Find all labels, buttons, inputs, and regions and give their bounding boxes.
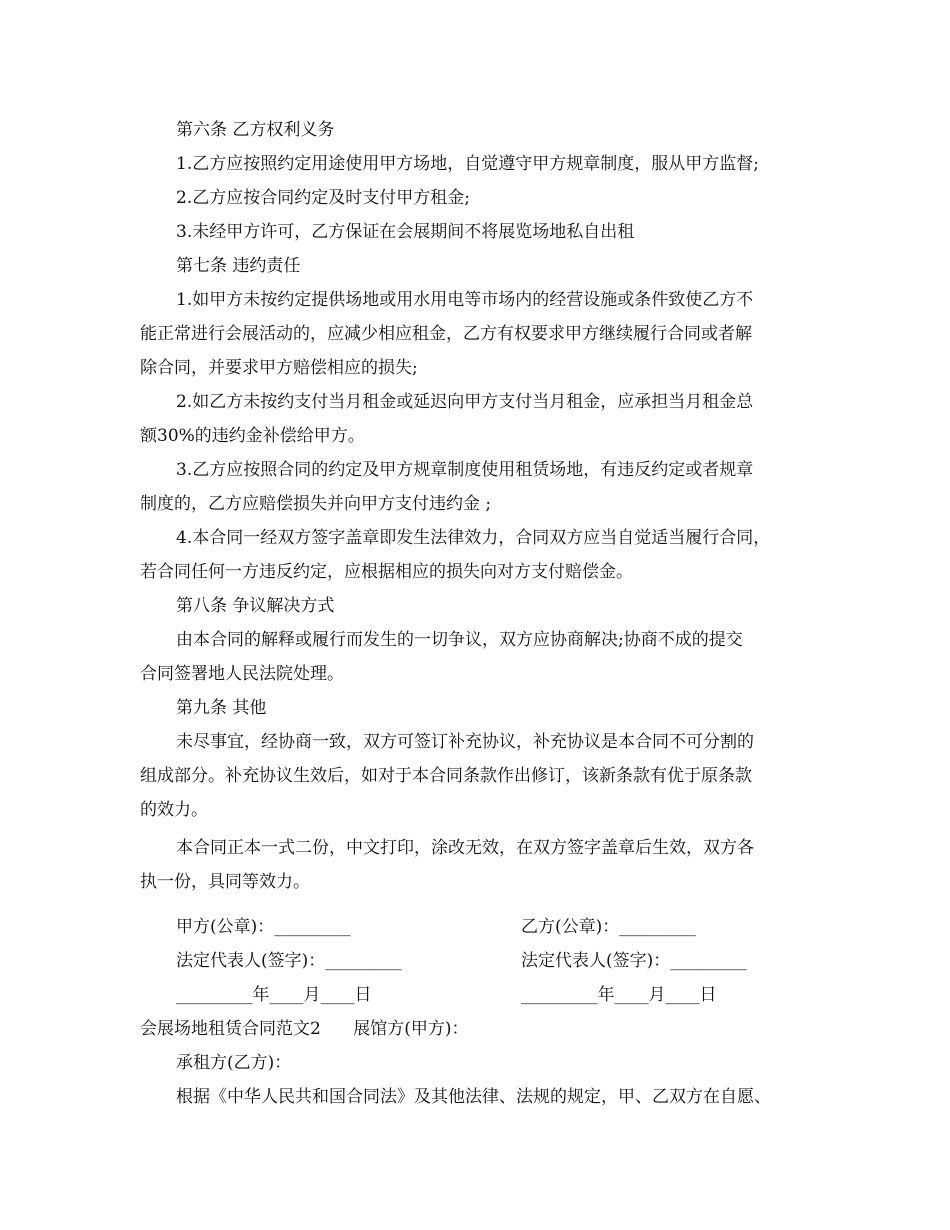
article-7-heading: 第七条 违约责任 bbox=[176, 256, 301, 276]
party-a-date: _________年____月____日 bbox=[176, 985, 372, 1005]
party-b-seal: 乙方(公章)：_________ bbox=[521, 917, 696, 937]
article-9-body-line-3: 的效力。 bbox=[140, 800, 208, 820]
article-9-body-line-1: 未尽事宜，经协商一致，双方可签订补充协议，补充协议是本合同不可分割的 bbox=[176, 732, 754, 752]
article-8-body-line-2: 合同签署地人民法院处理。 bbox=[140, 664, 344, 684]
article-7-item-3-line-1: 3.乙方应按照合同的约定及甲方规章制度使用租赁场地，有违反约定或者规章 bbox=[176, 460, 754, 480]
article-6-item-3: 3.未经甲方许可，乙方保证在会展期间不将展览场地私自出租 bbox=[176, 222, 635, 242]
article-7-item-4-line-2: 若合同任何一方违反约定，应根据相应的损失向对方支付赔偿金。 bbox=[140, 562, 633, 582]
lessee-label: 承租方(乙方)： bbox=[176, 1053, 292, 1073]
next-contract-intro: 根据《中华人民共和国合同法》及其他法律、法规的规定，甲、乙双方在自愿、 bbox=[176, 1087, 771, 1107]
article-9-body-line-2: 组成部分。补充协议生效后，如对于本合同条款作出修订，该新条款有优于原条款 bbox=[140, 766, 752, 786]
article-7-item-1-line-3: 除合同，并要求甲方赔偿相应的损失; bbox=[140, 358, 418, 378]
article-7-item-2-line-1: 2.如乙方未按约支付当月租金或延迟向甲方支付当月租金，应承担当月租金总 bbox=[176, 392, 754, 412]
article-9-heading: 第九条 其他 bbox=[176, 698, 267, 718]
copies-clause-line-1: 本合同正本一式二份，中文打印，涂改无效，在双方签字盖章后生效，双方各 bbox=[176, 838, 754, 858]
article-6-item-2: 2.乙方应按合同约定及时支付甲方租金; bbox=[176, 188, 470, 208]
article-8-body-line-1: 由本合同的解释或履行而发生的一切争议，双方应协商解决;协商不成的提交 bbox=[176, 630, 743, 650]
article-7-item-1-line-2: 能正常进行会展活动的，应减少相应租金，乙方有权要求甲方继续履行合同或者解 bbox=[140, 324, 752, 344]
party-a-seal: 甲方(公章)：_________ bbox=[176, 917, 351, 937]
article-7-item-4-line-1: 4.本合同一经双方签字盖章即发生法律效力，合同双方应当自觉适当履行合同， bbox=[176, 528, 771, 548]
party-b-date: _________年____月____日 bbox=[521, 985, 717, 1005]
article-8-heading: 第八条 争议解决方式 bbox=[176, 596, 335, 616]
party-a-representative: 法定代表人(签字)：_________ bbox=[176, 951, 402, 971]
party-b-representative: 法定代表人(签字)：_________ bbox=[521, 951, 747, 971]
copies-clause-line-2: 执一份，具同等效力。 bbox=[140, 872, 310, 892]
article-7-item-1-line-1: 1.如甲方未按约定提供场地或用水用电等市场内的经营设施或条件致使乙方不 bbox=[176, 290, 754, 310]
article-7-item-3-line-2: 制度的，乙方应赔偿损失并向甲方支付违约金 ; bbox=[140, 494, 492, 514]
article-7-item-2-line-2: 额30%的违约金补偿给甲方。 bbox=[140, 426, 365, 446]
article-6-heading: 第六条 乙方权利义务 bbox=[176, 120, 335, 140]
next-contract-title: 会展场地租赁合同范文2 展馆方(甲方)： bbox=[140, 1019, 469, 1039]
article-6-item-1: 1.乙方应按照约定用途使用甲方场地，自觉遵守甲方规章制度，服从甲方监督; bbox=[176, 154, 759, 174]
